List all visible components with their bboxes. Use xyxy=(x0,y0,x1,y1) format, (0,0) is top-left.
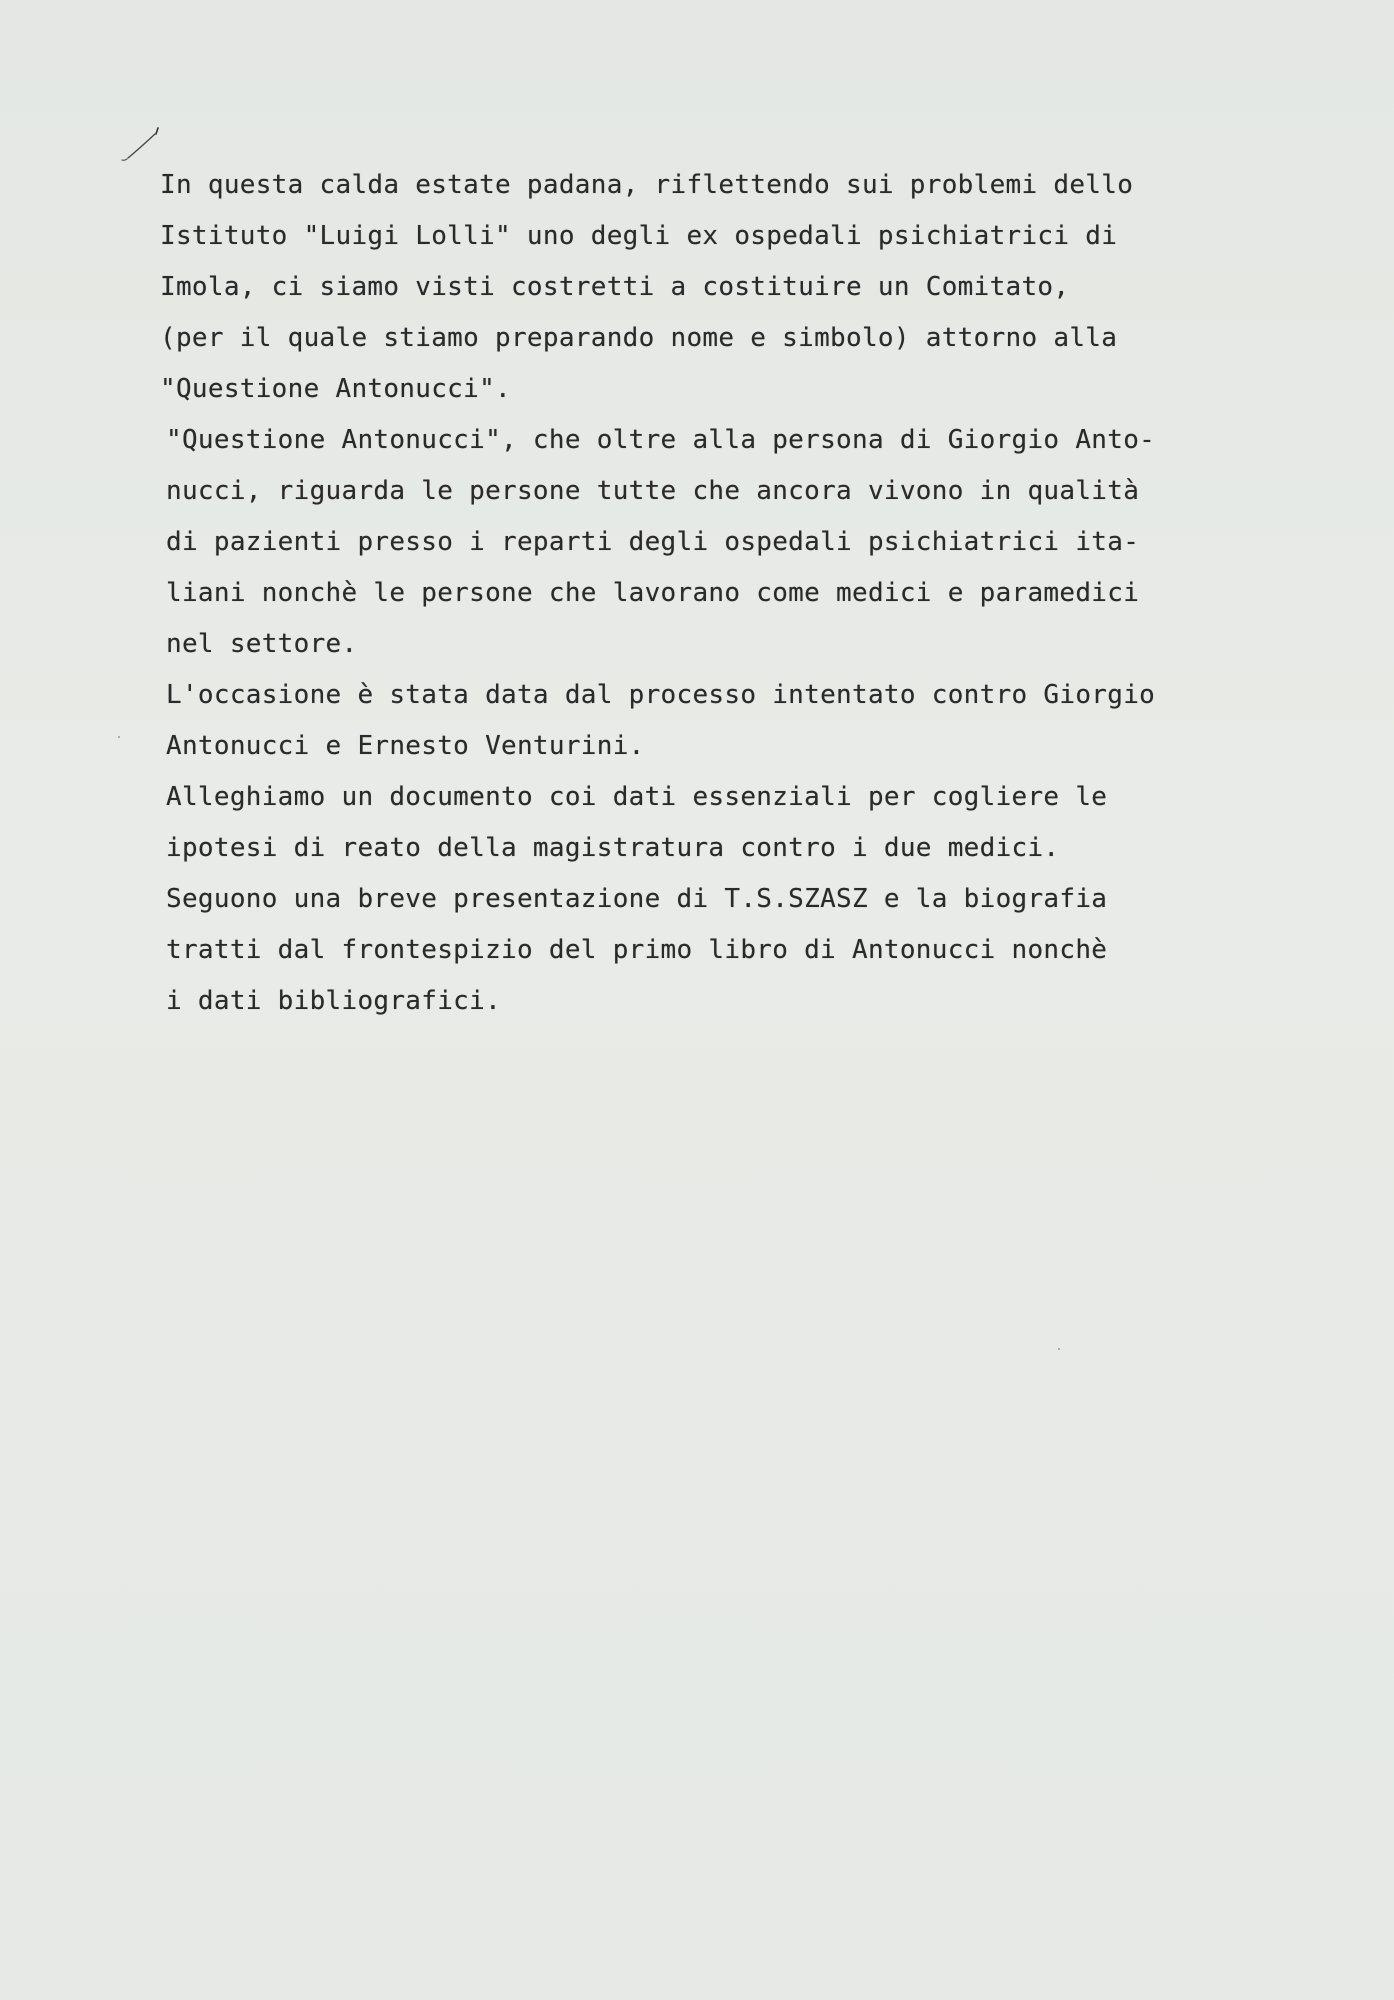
text-line: nucci, riguarda le persone tutte che ancora vivono in qualità xyxy=(166,476,1140,506)
text-line: liani nonchè le persone che lavorano come medici e paramedici xyxy=(166,578,1140,608)
text-line: Imola, ci siamo visti costretti a costituire un Comitato, xyxy=(160,272,1070,302)
typed-letter-body xyxy=(160,160,1240,1027)
paper-speck xyxy=(1058,1348,1060,1350)
text-line: Istituto "Luigi Lolli" uno degli ex ospedali psichiatrici di xyxy=(160,221,1118,251)
text-line: Alleghiamo un documento coi dati essenziali per cogliere le xyxy=(166,782,1108,812)
text-line: (per il quale stiamo preparando nome e simbolo) attorno alla xyxy=(160,323,1118,353)
text-line: Seguono una breve presentazione di T.S.SZASZ e la biografia xyxy=(166,884,1108,914)
text-line: L'occasione è stata data dal processo intentato contro Giorgio xyxy=(166,680,1156,710)
text-line: "Questione Antonucci", che oltre alla persona di Giorgio Anto- xyxy=(166,425,1156,455)
text-line: In questa calda estate padana, riflettendo sui problemi dello xyxy=(160,170,1134,200)
text-line: Antonucci e Ernesto Venturini. xyxy=(166,731,645,761)
text-line: ipotesi di reato della magistratura contro i due medici. xyxy=(166,833,1060,863)
text-line: di pazienti presso i reparti degli ospedali psichiatrici ita- xyxy=(166,527,1140,557)
text-line: i dati bibliografici. xyxy=(166,986,502,1016)
paper-speck xyxy=(118,736,120,738)
text-line: nel settore. xyxy=(166,629,358,659)
text-line: tratti dal frontespizio del primo libro di Antonucci nonchè xyxy=(166,935,1108,965)
text-line: "Questione Antonucci". xyxy=(160,374,511,404)
